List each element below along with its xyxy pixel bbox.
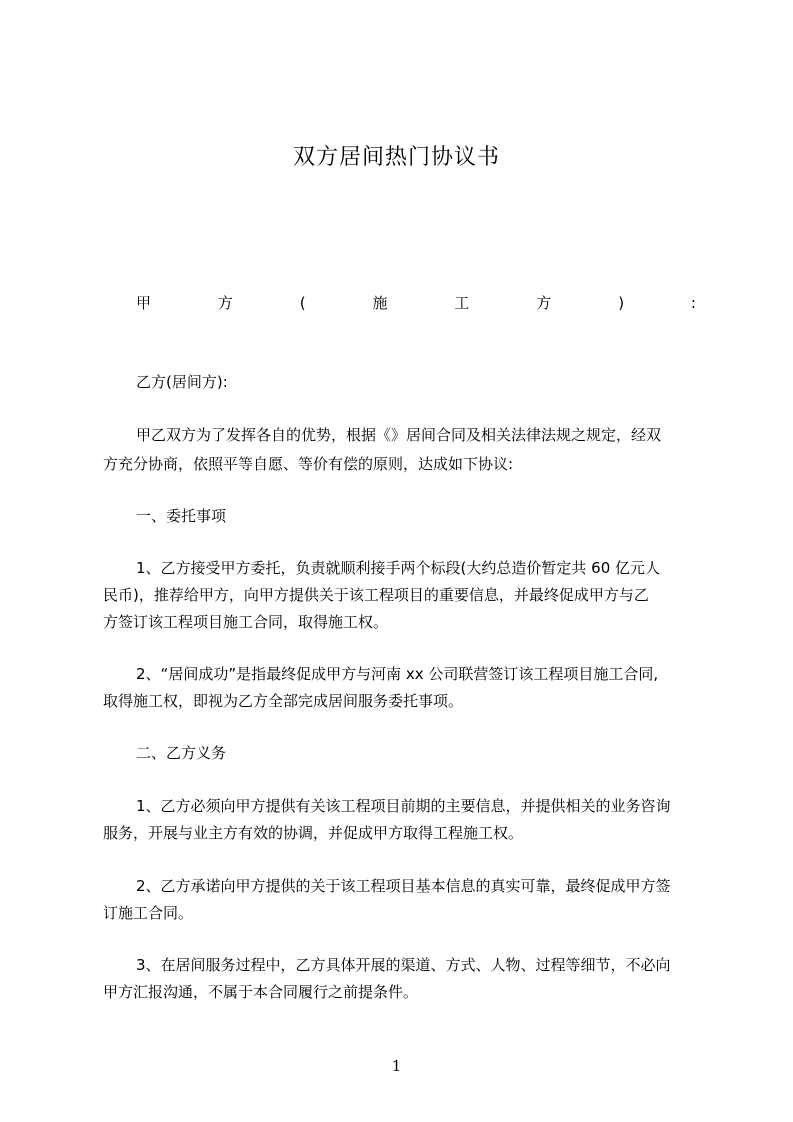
paragraph-line: 服务，开展与业主方有效的协调，并促成甲方取得工程施工权。 [103,824,524,842]
paragraph-line: 1、乙方必须向甲方提供有关该工程项目前期的主要信息，并提供相关的业务咨询 [136,797,671,815]
paragraph-line: 1、乙方接受甲方委托，负责就顺利接手两个标段(大约总造价暂定共 60 亿元人 [136,559,661,577]
intro-line: 甲乙双方为了发挥各自的优势，根据《》居间合同及相关法律法规之规定，经双 [136,426,662,444]
paragraph-line: 民币)，推荐给甲方，向甲方提供关于该工程项目的重要信息，并最终促成甲方与乙 [103,586,649,604]
party-a-char: ) [618,294,625,312]
paragraph-line: 3、在居间服务过程中，乙方具体开展的渠道、方式、人物、过程等细节，不必向 [136,956,671,974]
paragraph-line: 订施工合同。 [103,904,194,922]
party-a-char: 甲 [136,294,152,312]
paragraph-line: 2、“居间成功”是指最终促成甲方与河南 xx 公司联营签订该工程项目施工合同, [136,665,659,683]
page-number: 1 [391,1057,402,1075]
paragraph-line: 方签订该工程项目施工合同，取得施工权。 [103,613,389,631]
party-a-char: 方 [217,294,233,312]
party-a-char: 工 [454,294,470,312]
party-a-char: : [690,294,696,312]
document-title: 双方居间热门协议书 [292,145,500,170]
party-a-char: 施 [372,294,388,312]
section-heading: 一、委托事项 [136,507,227,525]
paragraph-line: 2、乙方承诺向甲方提供的关于该工程项目基本信息的真实可靠，最终促成甲方签 [136,877,671,895]
party-a-line [136,292,696,314]
party-b-line: 乙方(居间方): [136,373,228,391]
section-heading: 二、乙方义务 [136,744,227,762]
party-a-char: 方 [536,294,552,312]
paragraph-line: 取得施工权，即视为乙方全部完成居间服务委托事项。 [103,692,464,710]
party-a-char: ( [299,294,306,312]
intro-line: 方充分协商，依照平等自愿、等价有偿的原则，达成如下协议: [103,455,514,473]
paragraph-line: 甲方汇报沟通，不属于本合同履行之前提条件。 [103,983,419,1001]
